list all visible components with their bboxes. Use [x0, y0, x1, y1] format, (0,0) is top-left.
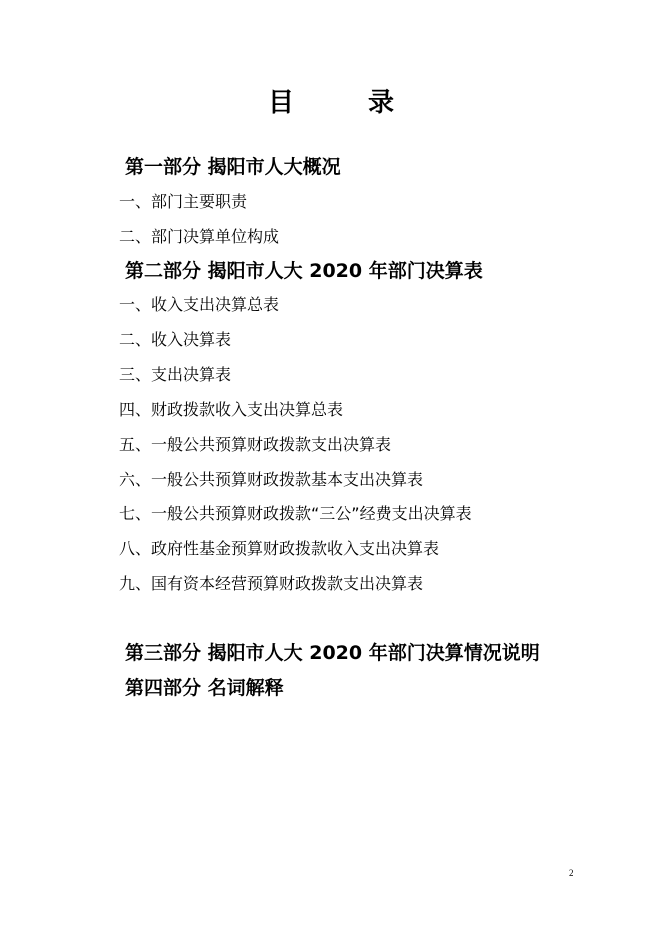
toc-item: 五、一般公共预算财政拨款支出决算表 — [119, 435, 392, 454]
toc-item: 一、收入支出决算总表 — [119, 295, 280, 314]
toc-item: 八、政府性基金预算财政拨款收入支出决算表 — [119, 539, 440, 558]
page-title — [0, 82, 662, 119]
toc-item: 二、部门决算单位构成 — [119, 227, 280, 246]
toc-item: 四、财政拨款收入支出决算总表 — [119, 400, 344, 419]
page-number: 2 — [569, 868, 574, 878]
toc-item: 六、一般公共预算财政拨款基本支出决算表 — [119, 470, 424, 489]
toc-item: 一、部门主要职责 — [119, 192, 248, 211]
section-heading-part-4: 第四部分 名词解释 — [125, 677, 284, 699]
toc-item: 九、国有资本经营预算财政拨款支出决算表 — [119, 574, 424, 593]
section-heading-part-3: 第三部分 揭阳市人大 2020 年部门决算情况说明 — [125, 642, 540, 664]
title-char-2: 录 — [368, 88, 395, 118]
title-char-1: 目 — [267, 88, 294, 118]
toc-item: 二、收入决算表 — [119, 330, 232, 349]
toc-item: 三、支出决算表 — [119, 365, 232, 384]
section-heading-part-2: 第二部分 揭阳市人大 2020 年部门决算表 — [125, 260, 483, 282]
section-heading-part-1: 第一部分 揭阳市人大概况 — [125, 156, 341, 178]
toc-item: 七、一般公共预算财政拨款“三公”经费支出决算表 — [119, 504, 472, 523]
